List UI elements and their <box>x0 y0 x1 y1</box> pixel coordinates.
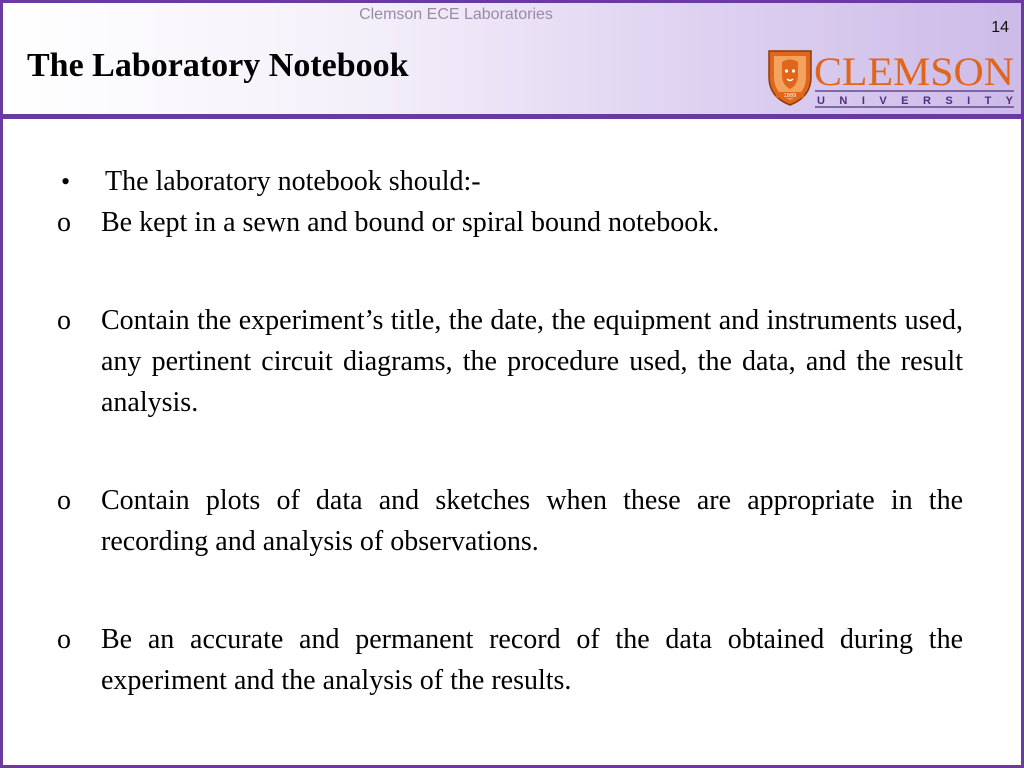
slide-content <box>57 161 963 701</box>
clemson-wordmark: CLEMSON <box>814 49 1014 94</box>
svg-text:1889: 1889 <box>783 93 797 99</box>
list-item <box>57 619 963 701</box>
bullet-marker: • <box>61 167 71 196</box>
list-item-text: Be an accurate and permanent record of the data obtained during the experiment and the analysis of the results. <box>101 624 963 696</box>
list-item <box>57 480 963 562</box>
hollow-bullet-marker: o <box>57 485 71 516</box>
slide-number: 14 <box>991 19 1009 36</box>
hollow-bullet-marker: o <box>57 305 71 336</box>
list-item-text: Contain the experiment’s title, the date, the equipment and instruments used, any pertinent circuit diagrams, the procedure used, the data, and the result analysis. <box>101 305 963 418</box>
intro-bullet <box>57 161 963 202</box>
hollow-bullet-marker: o <box>57 624 71 655</box>
list-item <box>57 300 963 423</box>
slide-title: The Laboratory Notebook <box>27 47 409 84</box>
header-label: Clemson ECE Laboratories <box>359 6 553 23</box>
list-item-text: Be kept in a sewn and bound or spiral bound notebook. <box>101 207 720 238</box>
list-item <box>57 202 963 243</box>
clemson-seal-icon <box>769 51 811 105</box>
list-item-text: Contain plots of data and sketches when these are appropriate in the recording and analysis of observations. <box>101 485 963 557</box>
slide-header <box>3 3 1021 119</box>
hollow-bullet-marker: o <box>57 207 71 238</box>
intro-text: The laboratory notebook should:- <box>105 166 481 197</box>
clemson-logo <box>767 47 1017 109</box>
university-wordmark: U N I V E R S I T Y <box>817 95 1013 107</box>
